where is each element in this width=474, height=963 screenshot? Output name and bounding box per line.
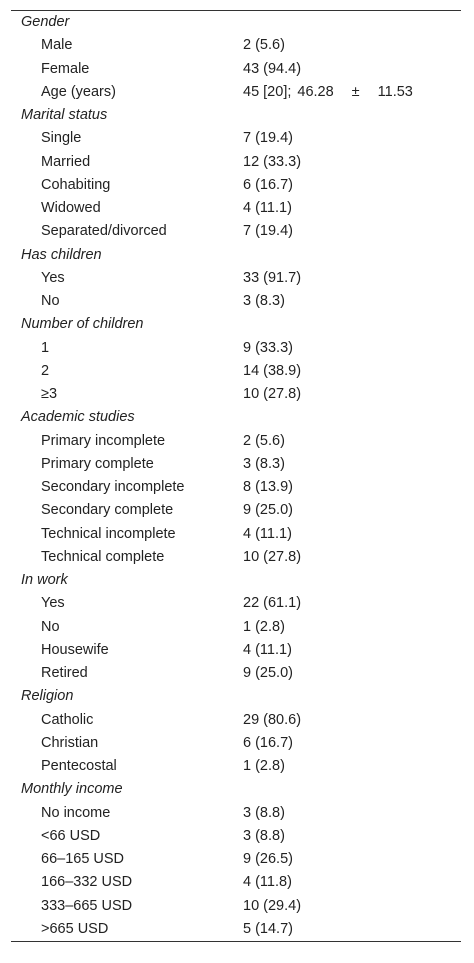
- row-label: Yes: [41, 269, 65, 286]
- row-value: 1 (2.8): [243, 758, 285, 774]
- row-label: Separated/divorced: [41, 223, 167, 240]
- table-row: [11, 337, 461, 360]
- section-header-in-work: In work: [21, 572, 68, 588]
- table-row-age: [11, 81, 461, 104]
- table-row: [11, 639, 461, 662]
- row-label: Married: [41, 153, 91, 170]
- row-label: Female: [41, 60, 90, 77]
- row-label: Primary incomplete: [41, 432, 166, 449]
- row-value: 9 (25.0): [243, 502, 293, 519]
- table-row: [11, 453, 461, 476]
- demographics-table: [11, 10, 461, 942]
- row-label: Primary complete: [41, 455, 154, 472]
- table-row: [11, 499, 461, 522]
- table-row: [11, 267, 461, 290]
- table-row: [11, 918, 461, 941]
- row-label: Technical incomplete: [41, 525, 176, 542]
- row-value: 3 (8.8): [243, 827, 285, 844]
- row-label: <66 USD: [41, 827, 101, 844]
- age-mean: 46.28: [297, 83, 334, 100]
- section-header-number-of-children: Number of children: [21, 316, 144, 333]
- table-row: [11, 802, 461, 825]
- table-row: [11, 523, 461, 546]
- age-median-iqr: 45 [20];: [243, 83, 292, 100]
- table-row: [11, 383, 461, 406]
- row-value: 1 (2.8): [243, 618, 285, 635]
- row-value: 6 (16.7): [243, 734, 293, 751]
- row-value: 10 (27.8): [243, 386, 302, 402]
- row-label: Pentecostal: [41, 758, 117, 774]
- table-row: [11, 895, 461, 918]
- section-header-monthly-income: Monthly income: [21, 781, 123, 798]
- section-header-has-children: Has children: [21, 246, 102, 263]
- table-row: [11, 476, 461, 499]
- row-value: 5 (14.7): [243, 920, 293, 937]
- table-row: [11, 709, 461, 732]
- row-label: 166–332 USD: [41, 874, 133, 891]
- row-label: Retired: [41, 665, 88, 681]
- age-sd: 11.53: [377, 83, 413, 100]
- row-label: Housewife: [41, 641, 109, 658]
- row-value: 7 (19.4): [243, 130, 293, 147]
- row-value: 4 (11.1): [243, 641, 292, 658]
- table-row: [11, 616, 461, 639]
- section-header-academic-studies: Academic studies: [21, 409, 135, 426]
- row-label: Single: [41, 130, 82, 147]
- row-value: 43 (94.4): [243, 60, 302, 77]
- table-row: [11, 174, 461, 197]
- table-row: [11, 871, 461, 894]
- table-row: [11, 592, 461, 615]
- row-value: 10 (29.4): [243, 897, 302, 914]
- table-row: [11, 662, 461, 685]
- row-value: 2 (5.6): [243, 37, 285, 54]
- row-label: Male: [41, 37, 73, 54]
- table-row: [11, 127, 461, 150]
- row-label: Catholic: [41, 711, 94, 728]
- row-label: Christian: [41, 734, 99, 751]
- row-value: 10 (27.8): [243, 548, 302, 565]
- row-label: ≥3: [41, 386, 58, 402]
- table-row: [11, 360, 461, 383]
- section-header-gender: Gender: [21, 14, 70, 30]
- row-label: 333–665 USD: [41, 897, 133, 914]
- section-header-marital-status: Marital status: [21, 107, 108, 123]
- row-label: No: [41, 618, 60, 635]
- row-value: 8 (13.9): [243, 479, 293, 495]
- table-row: [11, 58, 461, 81]
- row-value: 9 (25.0): [243, 665, 293, 681]
- row-value-age: [243, 81, 413, 104]
- row-value: 4 (11.8): [243, 874, 292, 891]
- row-value: 9 (26.5): [243, 851, 293, 867]
- row-label: No income: [41, 804, 111, 821]
- table-row: [11, 430, 461, 453]
- row-value: 4 (11.1): [243, 525, 292, 542]
- row-value: 7 (19.4): [243, 223, 293, 240]
- row-label: Secondary complete: [41, 502, 174, 519]
- table-row: [11, 755, 461, 778]
- row-label: Yes: [41, 595, 65, 612]
- table-row: [11, 290, 461, 313]
- row-value: 4 (11.1): [243, 200, 292, 216]
- row-label: Age (years): [41, 83, 116, 100]
- row-value: 2 (5.6): [243, 432, 285, 449]
- row-value: 3 (8.3): [243, 455, 285, 472]
- row-value: 33 (91.7): [243, 269, 302, 286]
- section-header-religion: Religion: [21, 688, 74, 705]
- row-label: Technical complete: [41, 548, 165, 565]
- table-row: [11, 151, 461, 174]
- table-row: [11, 34, 461, 57]
- row-label: No: [41, 293, 60, 309]
- row-label: 1: [41, 339, 50, 356]
- table-row: [11, 220, 461, 243]
- row-value: 3 (8.8): [243, 804, 285, 821]
- table-row: [11, 825, 461, 848]
- row-label: 66–165 USD: [41, 851, 125, 867]
- table-row: [11, 732, 461, 755]
- row-value: 12 (33.3): [243, 153, 302, 170]
- row-value: 22 (61.1): [243, 595, 302, 612]
- table-row: [11, 848, 461, 871]
- plus-minus-sign: ±: [351, 83, 360, 100]
- row-label: Cohabiting: [41, 176, 111, 193]
- row-label: 2: [41, 362, 50, 379]
- row-value: 29 (80.6): [243, 711, 302, 728]
- row-label: >665 USD: [41, 920, 109, 937]
- table-row: [11, 546, 461, 569]
- row-value: 14 (38.9): [243, 362, 302, 379]
- row-label: Widowed: [41, 200, 101, 216]
- row-value: 9 (33.3): [243, 339, 293, 356]
- row-value: 6 (16.7): [243, 176, 293, 193]
- row-value: 3 (8.3): [243, 293, 285, 309]
- table-row: [11, 197, 461, 220]
- row-label: Secondary incomplete: [41, 479, 185, 495]
